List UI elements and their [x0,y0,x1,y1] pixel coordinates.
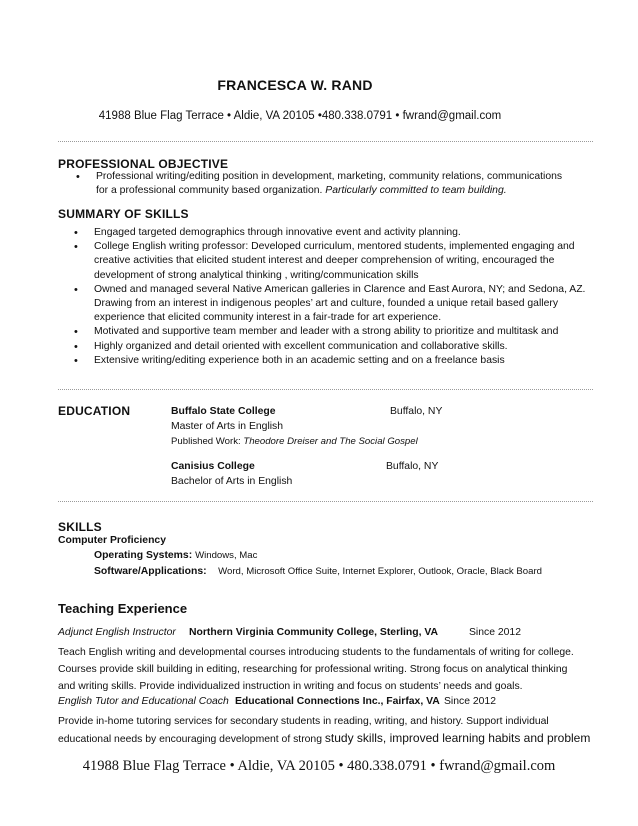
contact-line: 41988 Blue Flag Terrace • Aldie, VA 20105 •480.338.0791 • fwrand@gmail.com [98,110,502,122]
summary-item [94,325,594,339]
objective-line: for a professional community based organization. Particularly committed to team building. [96,185,507,197]
objective-line: • Professional writing/editing position in development, marketing, community relations, communications [96,171,563,182]
candidate-name: FRANCESCA W. RAND [217,77,373,93]
summary-line: • Motivated and supportive team member and leader with a strong ability to prioritize and multitask and [94,326,559,338]
summary-line: Drawing from an interest in indigenous peoples’ art and culture, founded a unique retail based gallery [94,298,559,310]
objective-heading: PROFESSIONAL OBJECTIVE [58,157,229,171]
os-line: Operating Systems: Windows, Mac [94,550,258,561]
summary-line: creative activities that elicited student interest and deeper comprehension of writing, encouraged the [94,255,555,267]
school-name: Buffalo State College [171,406,276,417]
degree: Bachelor of Arts in English [171,476,293,487]
summary-item [94,226,594,240]
divider [58,389,593,390]
summary-item [94,354,594,368]
job-description: Teach English writing and developmental courses introducing students to the fundamentals of writing for college. Courses provide skill building in editing, researching for professional writing. Strong focus on analytical thinking and writing skills. Provide individualized instruction in writing and focus on students’ needs and goals. [58,647,574,692]
school-location: Buffalo, NY [390,406,443,417]
published-work: Published Work: Theodore Dreiser and The Social Gospel [171,436,418,447]
school-location: Buffalo, NY [386,461,439,472]
job-title: Adjunct English Instructor [58,627,176,638]
objective-item [96,170,596,198]
summary-line: • Engaged targeted demographics through innovative event and activity planning. [94,227,461,238]
objective-list [96,170,596,198]
school-name: Canisius College [171,461,255,472]
summary-list [94,226,594,368]
summary-item [94,283,594,326]
summary-line: • College English writing professor: Developed curriculum, mentored students, implemented engaging and [94,241,575,253]
summary-line: experience that elicited community interest in a fair-trade for art experience. [94,312,442,324]
teaching-heading: Teaching Experience [58,601,188,616]
skills-heading: SKILLS [58,520,102,534]
summary-line: • Highly organized and detail oriented with excellent communication and collaborative skills. [94,340,508,352]
job-since: Since 2012 [469,627,521,638]
education-heading: EDUCATION [58,404,131,418]
job-since: Since 2012 [444,696,496,707]
job-org: Northern Virginia Community College, Sterling, VA [189,627,439,638]
summary-line: • Owned and managed several Native American galleries in Clarence and East Aurora, NY; and Sedona, AZ. [94,283,586,295]
apps-line: Software/Applications: Word, Microsoft Office Suite, Internet Explorer, Outlook, Oracle, Black Board [94,566,542,577]
job-title: English Tutor and Educational Coach [58,696,229,707]
summary-heading: SUMMARY OF SKILLS [58,207,189,221]
degree: Master of Arts in English [171,421,284,432]
summary-item [94,340,594,354]
job-description: Provide in-home tutoring services for secondary students in reading, writing, and history. Support individual educational needs by encouraging development of strong study skills, improved learning habits and problem [58,716,591,745]
computer-proficiency: Computer Proficiency [58,535,166,546]
page-footer: 41988 Blue Flag Terrace • Aldie, VA 20105 • 480.338.0791 • fwrand@gmail.com [82,758,556,774]
summary-line: development of strong analytical thinking , writing/communication skills [94,269,419,281]
job-org: Educational Connections Inc., Fairfax, VA [235,696,440,707]
summary-item [94,240,594,283]
summary-line: • Extensive writing/editing experience both in an academic setting and on a freelance basis [94,354,505,366]
divider [58,501,593,502]
divider [58,141,593,142]
